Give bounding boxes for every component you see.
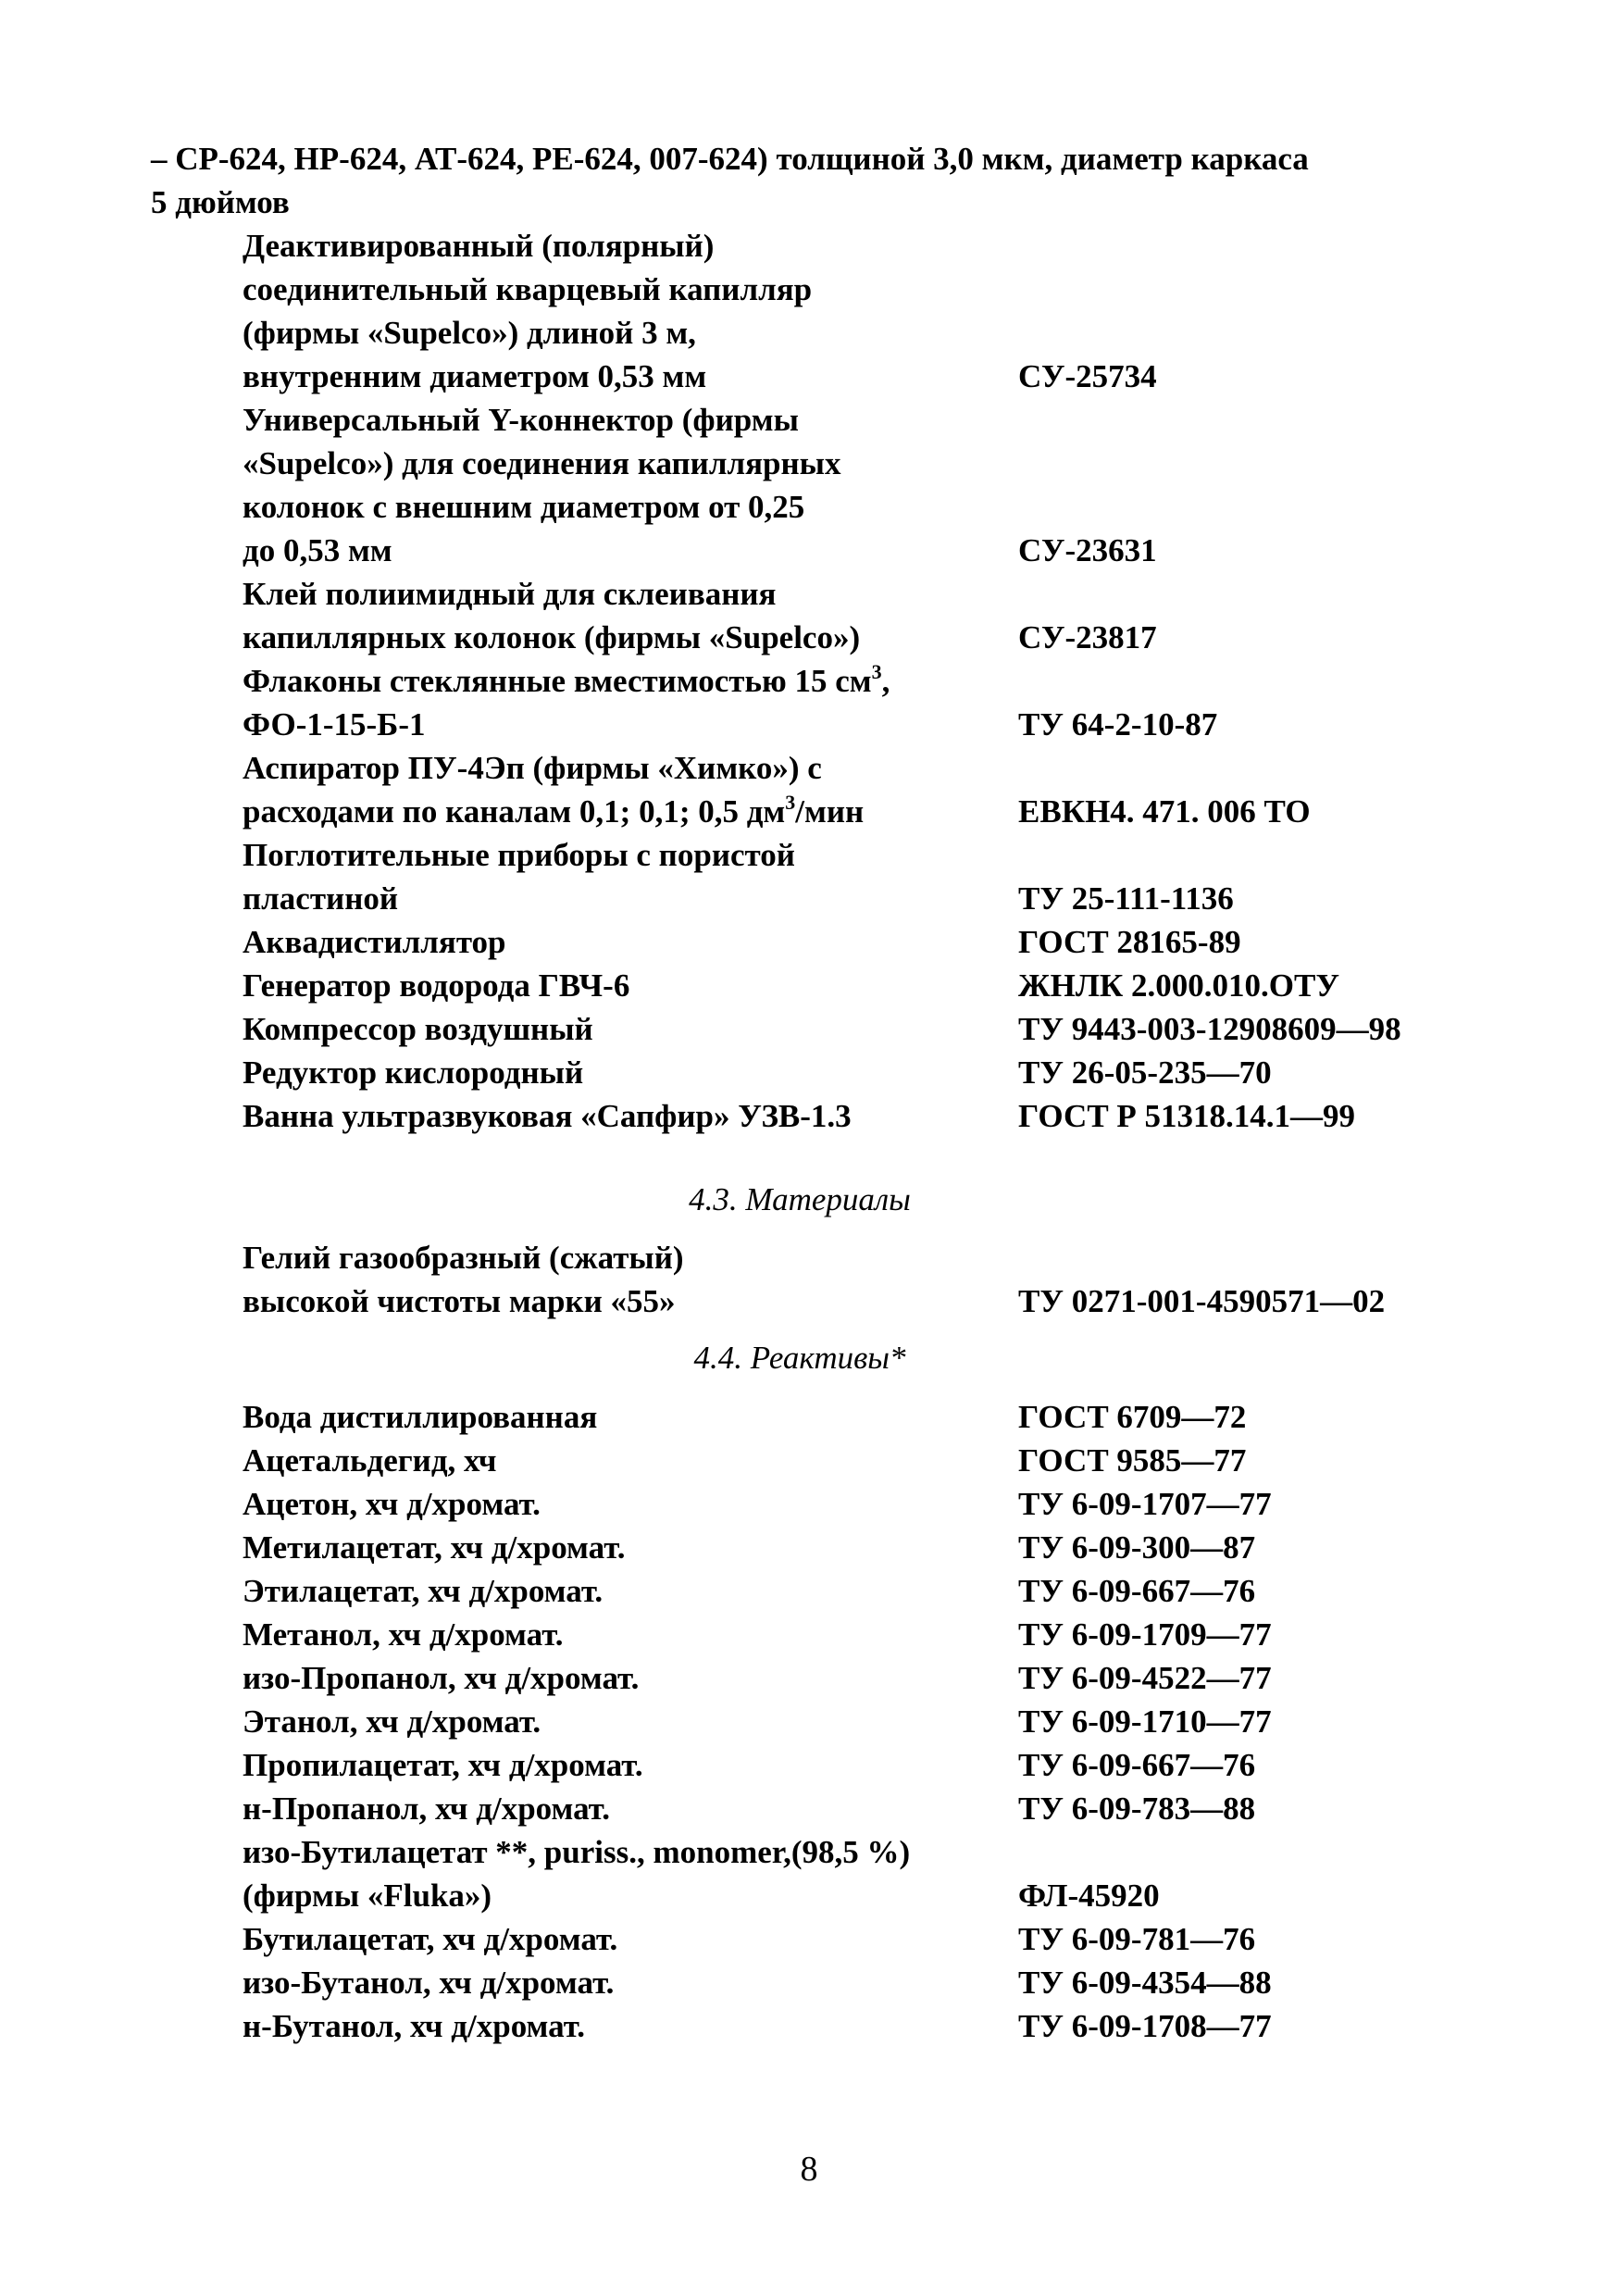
item-name: Пропилацетат, хч д/хромат. <box>243 1747 643 1783</box>
list-item-line <box>243 268 1585 311</box>
intro-line: 5 дюймов <box>151 184 290 220</box>
list-item-line <box>243 529 1585 572</box>
item-code: ГОСТ 6709—72 <box>1018 1399 1247 1435</box>
item-name: Метанол, хч д/хромат. <box>243 1616 564 1653</box>
list-item-line <box>243 1787 1585 1830</box>
item-code: СУ-25734 <box>1018 358 1157 394</box>
intro-line: – СР-624, НР-624, АТ-624, РЕ-624, 007-624) толщиной 3,0 мкм, диаметр каркаса <box>151 141 1309 177</box>
list-item-line <box>243 1656 1585 1700</box>
list-item-line <box>243 616 1585 659</box>
list-item <box>243 1526 1585 1569</box>
item-name: н-Пропанол, хч д/хромат. <box>243 1791 610 1827</box>
list-item <box>243 1482 1585 1526</box>
item-code: ТУ 6-09-300—87 <box>1018 1529 1256 1566</box>
item-code: ТУ 26-05-235—70 <box>1018 1054 1272 1091</box>
list-item <box>243 572 1585 659</box>
item-name: Этилацетат, хч д/хромат. <box>243 1573 604 1609</box>
item-code: СУ-23631 <box>1018 532 1157 568</box>
item-name: изо-Пропанол, хч д/хромат. <box>243 1660 640 1696</box>
item-name: изо-Бутилацетат **, puriss., monomer,(98,5 %) <box>243 1834 911 1870</box>
item-name: Генератор водорода ГВЧ-6 <box>243 967 630 1004</box>
list-item <box>243 1007 1585 1051</box>
item-name: Ванна ультразвуковая «Сапфир» УЗВ-1.3 <box>243 1098 852 1134</box>
item-name: Метилацетат, хч д/хромат. <box>243 1529 626 1566</box>
item-code: ЖНЛК 2.000.010.ОТУ <box>1018 967 1340 1004</box>
item-code: ГОСТ Р 51318.14.1—99 <box>1018 1098 1356 1134</box>
list-item-line <box>243 224 1585 268</box>
item-name: Редуктор кислородный <box>243 1054 584 1091</box>
list-item-line <box>243 442 1585 485</box>
item-name: Универсальный Y-коннектор (фирмы <box>243 402 799 438</box>
list-item <box>243 1656 1585 1700</box>
item-name: пластиной <box>243 880 399 917</box>
list-item-line <box>243 311 1585 355</box>
item-code: ТУ 0271-001-4590571—02 <box>1018 1283 1386 1319</box>
item-name: до 0,53 мм <box>243 532 392 568</box>
list-item-line <box>243 1961 1585 2004</box>
list-item-line <box>243 1830 1585 1874</box>
reagents-heading-text: 4.4. Реактивы* <box>693 1340 906 1376</box>
list-item-line <box>243 398 1585 442</box>
list-item <box>243 746 1585 833</box>
list-item-line <box>243 964 1585 1007</box>
list-item <box>243 1743 1585 1787</box>
list-item <box>243 659 1585 746</box>
list-item <box>243 1613 1585 1656</box>
materials-heading-text: 4.3. Материалы <box>689 1181 911 1217</box>
list-item-line <box>243 833 1585 877</box>
list-item-line <box>243 1279 1585 1323</box>
item-name: капиллярных колонок (фирмы «Supelco») <box>243 619 861 655</box>
item-name: соединительный кварцевый капилляр <box>243 271 813 307</box>
item-name: Флаконы стеклянные вместимостью 15 $см^3$, <box>243 660 890 699</box>
materials-list <box>243 1236 1585 1323</box>
item-code: ФЛ-45920 <box>1018 1878 1160 1914</box>
list-item-line <box>243 1051 1585 1094</box>
item-code: ТУ 6-09-1710—77 <box>1018 1703 1272 1740</box>
list-item <box>243 1961 1585 2004</box>
item-name: н-Бутанол, хч д/хромат. <box>243 2008 586 2044</box>
list-item-line <box>243 1236 1585 1279</box>
list-item <box>243 1917 1585 1961</box>
list-item-line <box>243 1613 1585 1656</box>
list-item-line <box>243 659 1585 703</box>
list-item-line <box>243 1526 1585 1569</box>
list-item <box>243 224 1585 398</box>
list-item-line <box>243 790 1585 833</box>
item-name: Бутилацетат, хч д/хромат. <box>243 1921 618 1957</box>
item-name: Гелий газообразный (сжатый) <box>243 1240 684 1276</box>
item-code: ТУ 25-111-1136 <box>1018 880 1234 917</box>
item-name: Компрессор воздушный <box>243 1011 593 1047</box>
list-item-line <box>243 1439 1585 1482</box>
item-name: «Supelco») для соединения капиллярных <box>243 445 841 481</box>
list-item-line <box>243 1917 1585 1961</box>
item-name: Этанол, хч д/хромат. <box>243 1703 541 1740</box>
item-code: ТУ 6-09-667—76 <box>1018 1573 1256 1609</box>
list-item <box>243 1700 1585 1743</box>
list-item <box>243 833 1585 920</box>
list-item-line <box>243 485 1585 529</box>
page-number: 8 <box>800 2150 818 2189</box>
item-name: Аквадистиллятор <box>243 924 506 960</box>
list-item <box>243 1830 1585 1917</box>
list-item-line <box>243 2004 1585 2048</box>
item-code: ТУ 9443-003-12908609—98 <box>1018 1011 1401 1047</box>
list-item-line <box>243 1743 1585 1787</box>
item-code: ТУ 6-09-1707—77 <box>1018 1486 1272 1522</box>
intro-paragraph <box>151 137 1521 224</box>
equipment-list <box>243 224 1585 1138</box>
item-name: высокой чистоты марки «55» <box>243 1283 676 1319</box>
item-code: ТУ 6-09-781—76 <box>1018 1921 1256 1957</box>
list-item-line <box>243 877 1585 920</box>
item-code: ГОСТ 9585—77 <box>1018 1442 1247 1479</box>
list-item-line <box>243 1482 1585 1526</box>
list-item-line <box>243 703 1585 746</box>
item-name: ФО-1-15-Б-1 <box>243 706 426 742</box>
list-item <box>243 964 1585 1007</box>
list-item <box>243 1569 1585 1613</box>
item-name: изо-Бутанол, хч д/хромат. <box>243 1965 615 2001</box>
reagents-list <box>243 1395 1585 2048</box>
item-code: ГОСТ 28165-89 <box>1018 924 1241 960</box>
item-name: Клей полиимидный для склеивания <box>243 576 777 612</box>
item-name: Поглотительные приборы с пористой <box>243 837 795 873</box>
list-item-line <box>243 355 1585 398</box>
list-item-line <box>243 1700 1585 1743</box>
item-code: ТУ 6-09-1709—77 <box>1018 1616 1272 1653</box>
list-item-line <box>243 1094 1585 1138</box>
item-name: Аспиратор ПУ-4Эп (фирмы «Химко») с <box>243 750 822 786</box>
list-item-line <box>243 572 1585 616</box>
list-item-line <box>243 1874 1585 1917</box>
list-item <box>243 1236 1585 1323</box>
list-item <box>243 2004 1585 2048</box>
item-code: ЕВКН4. 471. 006 ТО <box>1018 793 1311 830</box>
item-code: ТУ 6-09-4522—77 <box>1018 1660 1272 1696</box>
list-item <box>243 920 1585 964</box>
item-name: колонок с внешним диаметром от 0,25 <box>243 489 805 525</box>
item-name: Ацетон, хч д/хромат. <box>243 1486 541 1522</box>
item-name: Ацетальдегид, хч <box>243 1442 497 1479</box>
list-item <box>243 1439 1585 1482</box>
reagents-heading <box>0 1336 1618 1379</box>
item-name: внутренним диаметром 0,53 мм <box>243 358 707 394</box>
item-name: Деактивированный (полярный) <box>243 228 715 264</box>
item-name: Вода дистиллированная <box>243 1399 598 1435</box>
item-code: ТУ 6-09-1708—77 <box>1018 2008 1272 2044</box>
list-item <box>243 1051 1585 1094</box>
item-name: (фирмы «Supelco») длиной 3 м, <box>243 315 696 351</box>
list-item <box>243 1787 1585 1830</box>
materials-heading <box>0 1178 1618 1221</box>
item-code: ТУ 6-09-4354—88 <box>1018 1965 1272 2001</box>
item-code: ТУ 6-09-783—88 <box>1018 1791 1256 1827</box>
list-item-line <box>243 746 1585 790</box>
list-item-line <box>243 1007 1585 1051</box>
item-name: расходами по каналам 0,1; 0,1; 0,5 $дм^3$/мин <box>243 791 865 830</box>
item-code: ТУ 6-09-667—76 <box>1018 1747 1256 1783</box>
item-code: ТУ 64-2-10-87 <box>1018 706 1218 742</box>
list-item <box>243 1094 1585 1138</box>
list-item <box>243 398 1585 572</box>
item-code: СУ-23817 <box>1018 619 1157 655</box>
list-item-line <box>243 1395 1585 1439</box>
list-item <box>243 1395 1585 1439</box>
list-item-line <box>243 920 1585 964</box>
item-name: (фирмы «Fluka») <box>243 1878 492 1914</box>
list-item-line <box>243 1569 1585 1613</box>
